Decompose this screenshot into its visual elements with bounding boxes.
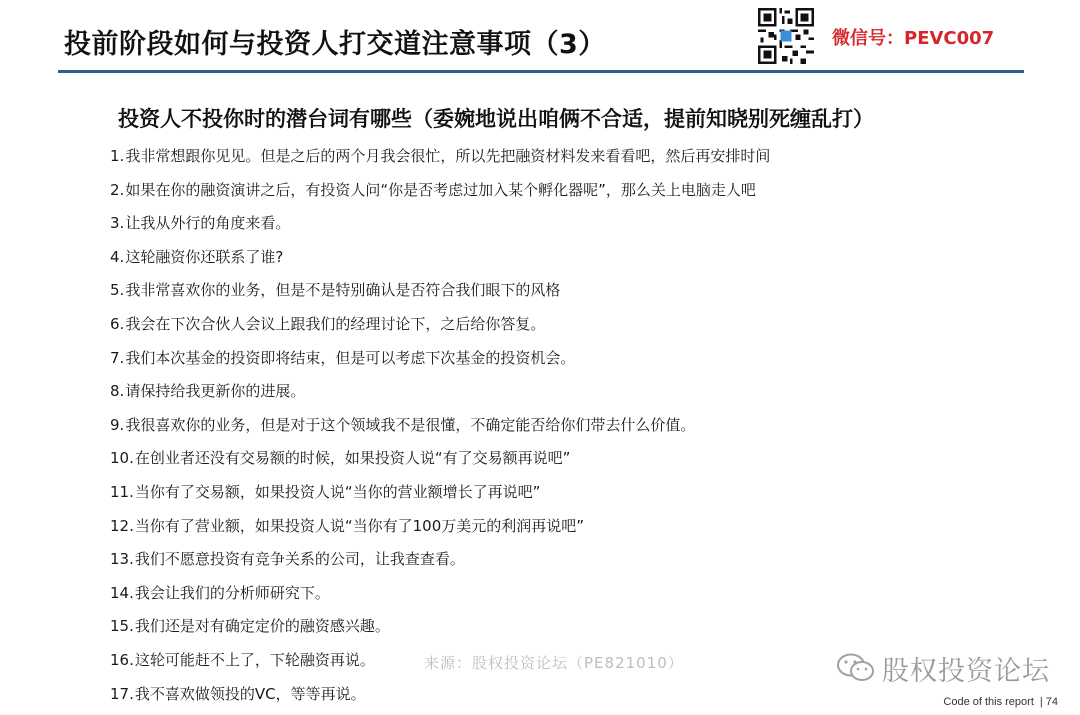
list-item: 17.我不喜欢做领投的VC，等等再说。 xyxy=(110,684,366,703)
page-title: 投前阶段如何与投资人打交道注意事项（3） xyxy=(64,29,606,60)
list-item: 15.我们还是对有确定定价的融资感兴趣。 xyxy=(110,617,390,636)
list-item: 10.在创业者还没有交易额的时候，如果投资人说“有了交易额再说吧” xyxy=(110,449,571,468)
source-note: 来源：股权投资论坛（PE821010） xyxy=(424,654,684,672)
list-item: 9.我很喜欢你的业务，但是对于这个领域我不是很懂，不确定能否给你们带去什么价值。 xyxy=(110,415,696,434)
list-item: 6.我会在下次合伙人会议上跟我们的经理讨论下，之后给你答复。 xyxy=(110,314,546,333)
list-item: 13.我们不愿意投资有竞争关系的公司，让我查查看。 xyxy=(110,550,465,569)
list-item: 3.让我从外行的角度来看。 xyxy=(110,214,291,233)
watermark xyxy=(836,648,1050,688)
qr-code-icon xyxy=(758,8,814,64)
list-item: 14.我会让我们的分析师研究下。 xyxy=(110,583,330,602)
list-item: 12.当你有了营业额，如果投资人说“当你有了100万美元的利润再说吧” xyxy=(110,516,585,535)
list-item: 16.这轮可能赶不上了，下轮融资再说。 xyxy=(110,650,375,669)
list-item: 5.我非常喜欢你的业务，但是不是特别确认是否符合我们眼下的风格 xyxy=(110,281,561,300)
list-item: 2.如果在你的融资演讲之后，有投资人问“你是否考虑过加入某个孵化器呢”，那么关上电脑走人吧 xyxy=(110,180,756,199)
list-item: 4.这轮融资你还联系了谁? xyxy=(110,247,284,266)
footer-code: Code of this report xyxy=(943,696,1034,708)
list-item: 1.我非常想跟你见见。但是之后的两个月我会很忙，所以先把融资材料发来看看吧，然后再安排时间 xyxy=(110,147,771,165)
header-divider xyxy=(58,70,1024,73)
page-footer xyxy=(943,696,1058,708)
list-item: 11.当你有了交易额，如果投资人说“当你的营业额增长了再说吧” xyxy=(110,482,541,501)
section-heading: 投资人不投你时的潜台词有哪些（委婉地说出咱俩不合适，提前知晓别死缠乱打） xyxy=(118,107,874,131)
list-item: 8.请保持给我更新你的进展。 xyxy=(110,382,306,401)
item-list xyxy=(110,141,770,712)
wechat-id: 微信号：PEVC007 xyxy=(832,28,995,49)
wechat-icon xyxy=(836,652,876,684)
page-number: 74 xyxy=(1045,696,1058,708)
list-item: 7.我们本次基金的投资即将结束，但是可以考虑下次基金的投资机会。 xyxy=(110,348,576,367)
watermark-text: 股权投资论坛 xyxy=(882,655,1050,687)
footer-separator: | xyxy=(1039,696,1043,708)
